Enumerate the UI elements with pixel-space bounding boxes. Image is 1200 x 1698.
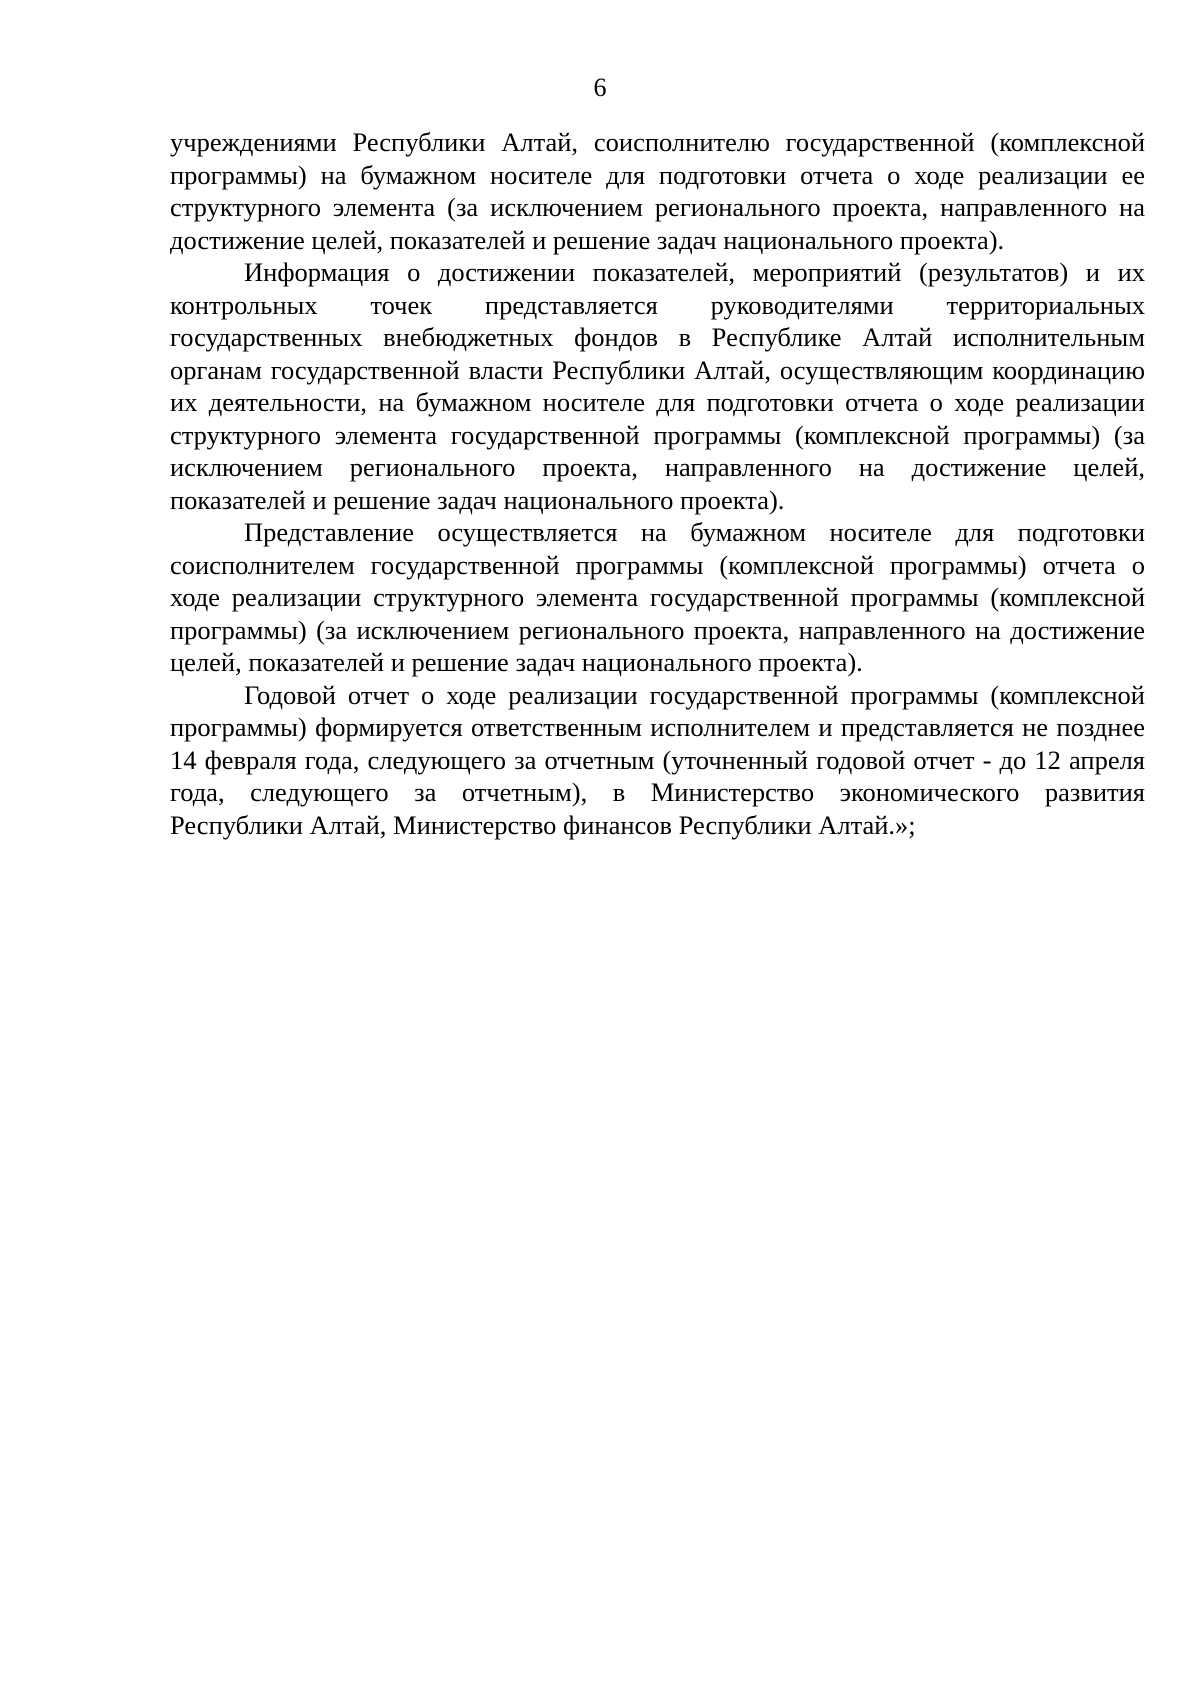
paragraph-2: Информация о достижении показателей, мероприятий (результатов) и их контрольных точек представляется руководителями территориальных государственных внебюджетных фондов в Республике Алтай исполнительным органам государственной власти Республики Алтай, осуществляющим координацию их деятельности, на бумажном носителе для подготовки отчета о ходе реализации структурного элемента государственной программы (комплексной программы) (за исключением регионального проекта, направленного на достижение целей, показателей и решение задач национального проекта). — [170, 257, 1145, 515]
page-number: 6 — [593, 73, 607, 102]
paragraph-1: учреждениями Республики Алтай, соисполнителю государственной (комплексной программы) на бумажном носителе для подготовки отчета о ходе реализации ее структурного элемента (за исключением регионального проекта, направленного на достижение целей, показателей и решение задач национального проекта). — [170, 127, 1145, 255]
document-body — [170, 126, 1145, 841]
paragraph-4: Годовой отчет о ходе реализации государственной программы (комплексной программы) формируется ответственным исполнителем и представляется не позднее 14 февраля года, следующего за отчетным (уточненный годовой отчет - до 12 апреля года, следующего за отчетным), в Министерство экономического развития Республики Алтай, Министерство финансов Республики Алтай.»; — [170, 679, 1145, 840]
paragraph-3: Представление осуществляется на бумажном носителе для подготовки соисполнителем государственной программы (комплексной программы) отчета о ходе реализации структурного элемента государственной программы (комплексной программы) (за исключением регионального проекта, направленного на достижение целей, показателей и решение задач национального проекта). — [170, 517, 1145, 677]
